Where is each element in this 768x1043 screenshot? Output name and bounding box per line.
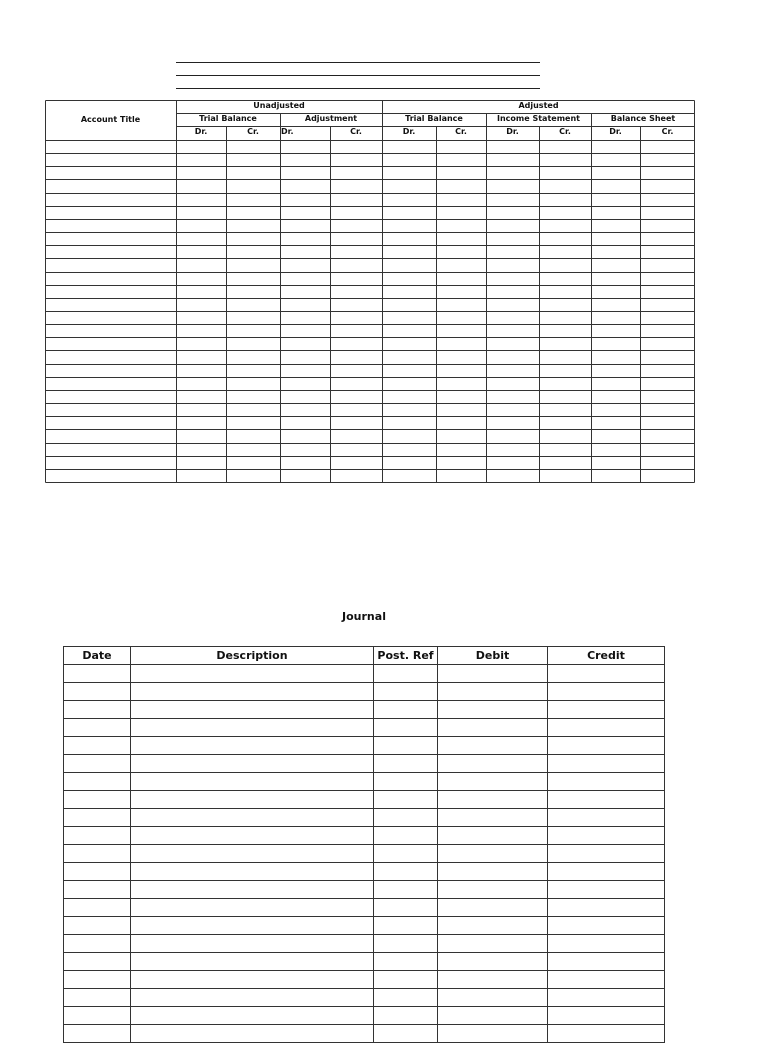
credit-cell: [548, 881, 665, 899]
post-ref-cell: [374, 827, 438, 845]
adj-dr-header: Dr.: [281, 127, 294, 136]
journal-row: [64, 665, 665, 683]
debit-cell: [438, 737, 548, 755]
debit-cell: [438, 989, 548, 1007]
description-cell: [131, 773, 374, 791]
date-cell: [64, 665, 131, 683]
atb-cr-header: Cr.: [455, 127, 467, 136]
debit-cell: [438, 899, 548, 917]
date-cell: [64, 935, 131, 953]
income-statement-header: Income Statement: [497, 114, 580, 123]
journal-title: Journal: [342, 610, 386, 623]
post-ref-cell: [374, 665, 438, 683]
post-ref-cell: [374, 917, 438, 935]
date-column-header: Date: [64, 647, 131, 665]
trial-balance-header: Trial Balance: [199, 114, 257, 123]
description-cell: [131, 971, 374, 989]
journal-row: [64, 809, 665, 827]
description-cell: [131, 827, 374, 845]
worksheet-table: [45, 100, 695, 483]
journal-row: [64, 737, 665, 755]
debit-cell: [438, 809, 548, 827]
adjusted-header: Adjusted: [518, 101, 559, 110]
debit-cell: [438, 755, 548, 773]
date-cell: [64, 809, 131, 827]
date-cell: [64, 683, 131, 701]
journal-row: [64, 701, 665, 719]
balance-sheet-header: Balance Sheet: [610, 114, 676, 123]
journal-row: [64, 845, 665, 863]
date-cell: [64, 791, 131, 809]
unadjusted-header: Unadjusted: [253, 101, 305, 110]
post-ref-cell: [374, 935, 438, 953]
post-ref-cell: [374, 683, 438, 701]
date-cell: [64, 719, 131, 737]
worksheet-grid: [45, 100, 695, 483]
description-cell: [131, 1007, 374, 1025]
journal-row: [64, 827, 665, 845]
date-cell: [64, 773, 131, 791]
description-cell: [131, 881, 374, 899]
debit-cell: [438, 845, 548, 863]
description-cell: [131, 683, 374, 701]
credit-cell: [548, 773, 665, 791]
credit-cell: [548, 917, 665, 935]
journal-row: [64, 953, 665, 971]
credit-cell: [548, 953, 665, 971]
journal-row: [64, 1025, 665, 1043]
is-dr-header: Dr.: [506, 127, 519, 136]
post-ref-cell: [374, 989, 438, 1007]
debit-cell: [438, 665, 548, 683]
debit-cell: [438, 701, 548, 719]
journal-table: [63, 646, 665, 1043]
credit-cell: [548, 845, 665, 863]
description-cell: [131, 899, 374, 917]
credit-cell: [548, 989, 665, 1007]
post-ref-cell: [374, 737, 438, 755]
date-cell: [64, 971, 131, 989]
tb-cr-header: Cr.: [247, 127, 259, 136]
debit-cell: [438, 971, 548, 989]
journal-row: [64, 773, 665, 791]
credit-cell: [548, 1007, 665, 1025]
description-cell: [131, 701, 374, 719]
debit-cell: [438, 881, 548, 899]
post-ref-cell: [374, 953, 438, 971]
post-ref-cell: [374, 773, 438, 791]
post-ref-cell: [374, 845, 438, 863]
description-cell: [131, 863, 374, 881]
bs-dr-header: Dr.: [609, 127, 622, 136]
post-ref-cell: [374, 863, 438, 881]
date-cell: [64, 881, 131, 899]
description-cell: [131, 953, 374, 971]
date-cell: [64, 845, 131, 863]
journal-row: [64, 917, 665, 935]
journal-header-row: [64, 647, 665, 665]
heading-rule-1: [176, 62, 540, 63]
date-cell: [64, 755, 131, 773]
credit-cell: [548, 863, 665, 881]
date-cell: [64, 989, 131, 1007]
debit-cell: [438, 773, 548, 791]
date-cell: [64, 737, 131, 755]
post-ref-cell: [374, 791, 438, 809]
bs-cr-header: Cr.: [661, 127, 674, 136]
post-ref-cell: [374, 1025, 438, 1043]
description-cell: [131, 737, 374, 755]
journal-row: [64, 755, 665, 773]
description-column-header: Description: [131, 647, 374, 665]
date-cell: [64, 863, 131, 881]
debit-cell: [438, 1025, 548, 1043]
journal-row: [64, 935, 665, 953]
tb-dr-header: Dr.: [194, 127, 208, 136]
heading-rule-3: [176, 88, 540, 89]
journal-row: [64, 899, 665, 917]
is-cr-header: Cr.: [559, 127, 571, 136]
adjustment-header: Adjustment: [304, 114, 358, 123]
credit-cell: [548, 737, 665, 755]
credit-cell: [548, 755, 665, 773]
post-ref-cell: [374, 719, 438, 737]
journal-row: [64, 683, 665, 701]
description-cell: [131, 935, 374, 953]
credit-cell: [548, 701, 665, 719]
post-ref-cell: [374, 809, 438, 827]
credit-cell: [548, 1025, 665, 1043]
date-cell: [64, 701, 131, 719]
credit-cell: [548, 827, 665, 845]
debit-cell: [438, 1007, 548, 1025]
post-ref-cell: [374, 755, 438, 773]
atb-dr-header: Dr.: [402, 127, 416, 136]
post-ref-cell: [374, 881, 438, 899]
post-ref-cell: [374, 899, 438, 917]
description-cell: [131, 989, 374, 1007]
credit-cell: [548, 935, 665, 953]
post-ref-cell: [374, 971, 438, 989]
journal-row: [64, 881, 665, 899]
description-cell: [131, 719, 374, 737]
date-cell: [64, 917, 131, 935]
date-cell: [64, 1025, 131, 1043]
date-cell: [64, 953, 131, 971]
debit-column-header: Debit: [438, 647, 548, 665]
description-cell: [131, 845, 374, 863]
journal-row: [64, 863, 665, 881]
date-cell: [64, 827, 131, 845]
debit-cell: [438, 917, 548, 935]
description-cell: [131, 755, 374, 773]
description-cell: [131, 1025, 374, 1043]
debit-cell: [438, 863, 548, 881]
journal-row: [64, 719, 665, 737]
credit-cell: [548, 719, 665, 737]
credit-cell: [548, 683, 665, 701]
credit-cell: [548, 665, 665, 683]
debit-cell: [438, 791, 548, 809]
account-title-header: Account Title: [80, 115, 141, 124]
post-ref-cell: [374, 701, 438, 719]
journal-row: [64, 791, 665, 809]
description-cell: [131, 791, 374, 809]
debit-cell: [438, 683, 548, 701]
description-cell: [131, 809, 374, 827]
post-ref-cell: [374, 1007, 438, 1025]
heading-rule-2: [176, 75, 540, 76]
adj-cr-header: Cr.: [350, 127, 362, 136]
journal-row: [64, 1007, 665, 1025]
post-ref-column-header: Post. Ref: [374, 647, 438, 665]
credit-cell: [548, 899, 665, 917]
journal-row: [64, 971, 665, 989]
description-cell: [131, 917, 374, 935]
debit-cell: [438, 935, 548, 953]
credit-column-header: Credit: [548, 647, 665, 665]
journal-row: [64, 989, 665, 1007]
date-cell: [64, 1007, 131, 1025]
credit-cell: [548, 791, 665, 809]
debit-cell: [438, 719, 548, 737]
date-cell: [64, 899, 131, 917]
credit-cell: [548, 971, 665, 989]
adjusted-trial-balance-header: Trial Balance: [405, 114, 463, 123]
credit-cell: [548, 809, 665, 827]
debit-cell: [438, 827, 548, 845]
debit-cell: [438, 953, 548, 971]
description-cell: [131, 665, 374, 683]
